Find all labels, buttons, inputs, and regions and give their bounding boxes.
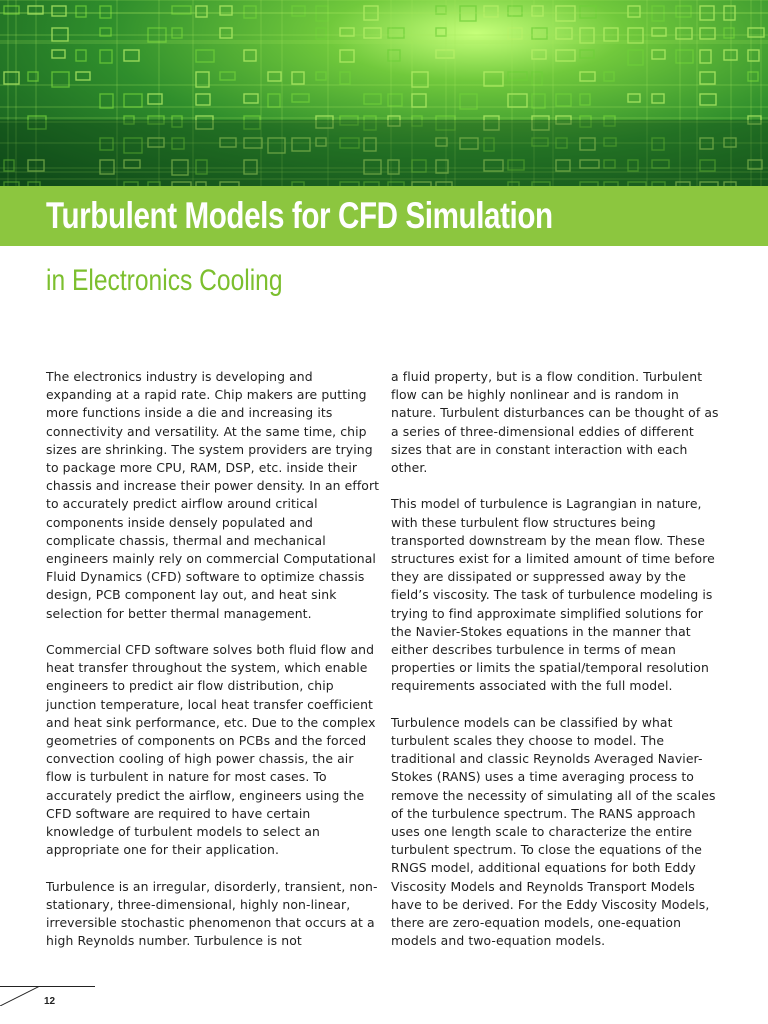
paragraph: This model of turbulence is Lagrangian in nature, with these turbulent flow structures being transported downstream by the mean flow. These structures exist for a limited amount of time before they are dissipated or suppressed away by the field’s viscosity. The task of turbulence modeling is trying to find approximate simplified solutions for the Navier-Stokes equations in the manner that either describes turbulence in terms of mean properties or limits the spatial/temporal resolution requirements associated with the full model. [391, 496, 715, 694]
circuit-trace [700, 94, 716, 105]
paragraph: a fluid property, but is a flow condition. Turbulent flow can be highly nonlinear and is random in nature. Turbulent disturbances can be thought of as a series of three-dimensional eddies of different sizes that are in constant interaction with each other. [391, 369, 719, 476]
circuit-trace [244, 50, 256, 61]
circuit-trace [100, 50, 112, 63]
article-title: Turbulent Models for CFD Simulation [46, 195, 553, 236]
article-subtitle: in Electronics Cooling [46, 264, 283, 297]
circuit-trace [388, 28, 404, 38]
circuit-trace [52, 50, 65, 58]
circuit-trace [748, 72, 758, 81]
circuit-trace [172, 28, 182, 38]
circuit-board-illustration [0, 0, 768, 186]
circuit-trace [508, 94, 527, 107]
circuit-trace [652, 50, 665, 59]
circuit-trace [220, 72, 235, 80]
circuit-trace [52, 6, 66, 16]
circuit-trace [436, 50, 454, 58]
circuit-trace [412, 94, 426, 107]
circuit-trace [244, 94, 258, 103]
circuit-trace [100, 94, 113, 108]
circuit-trace [676, 50, 693, 63]
paragraph: Turbulence models can be classified by what turbulent scales they choose to model. The traditional and classic Reynolds Averaged Navier-Stokes (RANS) uses a time averaging process to remove the necessity of simulating all of the scales of the turbulence spectrum. The RANS approach uses one length scale to characterize the entire turbulent spectrum. To close the equations of the RNGS model, additional equations for both Eddy Viscosity Models and Reynolds Transport Models have to be derived. For the Eddy Viscosity Models, there are zero-equation models, one-equation models and two-equation models. [391, 714, 716, 949]
page-number: 12 [44, 996, 56, 1007]
circuit-trace [508, 72, 527, 80]
circuit-trace [580, 72, 595, 81]
circuit-trace [196, 6, 207, 17]
circuit-trace [724, 28, 734, 38]
circuit-trace [580, 6, 596, 18]
circuit-trace [700, 28, 715, 39]
banner-shade [0, 120, 768, 186]
circuit-trace [220, 6, 232, 15]
circuit-board-banner-image [0, 0, 768, 186]
circuit-trace [676, 28, 692, 39]
circuit-trace [748, 28, 764, 37]
right-text-column [391, 368, 721, 950]
circuit-trace [676, 6, 691, 17]
circuit-trace [748, 50, 759, 61]
circuit-trace [340, 50, 354, 62]
paragraph: The electronics industry is developing and expanding at a rapid rate. Chip makers are putting more functions inside a die and increasing its connectivity and versatility. At the same time, chip sizes are shrinking. The system providers are trying to package more CPU, RAM, DSP, etc. inside their chassis and increase their power density. In an effort to accurately predict airflow around critical components inside densely populated and complicate chassis, thermal and mechanical engineers mainly rely on commercial Computational Fluid Dynamics (CFD) software to optimize chassis design, PCB component lay out, and heat sink selection for better thermal management. [46, 369, 380, 621]
circuit-trace [76, 50, 86, 61]
circuit-trace [364, 28, 381, 38]
circuit-trace [508, 28, 522, 39]
circuit-trace [148, 94, 162, 104]
circuit-trace [700, 72, 715, 84]
paragraph: Commercial CFD software solves both fluid flow and heat transfer throughout the system, which enable engineers to predict air flow distribution, chip junction temperature, local heat transfer coefficient and heat sink performance, etc. Due to the complex geometries of components on PCBs and the forced convection cooling of high power chassis, the air flow is turbulent in nature for most cases. To accurately predict the airflow, engineers using the CFD software are required to have certain knowledge of turbulent models to select an appropriate one for their application. [46, 642, 376, 858]
circuit-trace [484, 6, 498, 17]
circuit-trace [124, 94, 142, 107]
circuit-trace [196, 50, 214, 62]
circuit-trace [196, 94, 210, 105]
circuit-trace [508, 6, 522, 16]
circuit-trace [244, 6, 256, 18]
circuit-trace [556, 94, 571, 106]
footer-slash-decoration [0, 986, 40, 1006]
circuit-trace [388, 50, 400, 61]
circuit-trace [4, 72, 19, 84]
circuit-trace [340, 72, 350, 84]
circuit-trace [76, 72, 90, 80]
circuit-trace [220, 28, 232, 38]
left-text-column [46, 368, 382, 950]
circuit-trace [556, 28, 572, 39]
circuit-trace [628, 50, 643, 65]
circuit-trace [268, 94, 280, 107]
circuit-trace [628, 94, 640, 102]
circuit-trace [124, 50, 139, 61]
circuit-trace [652, 94, 664, 103]
circuit-trace [484, 72, 503, 86]
circuit-trace [580, 94, 590, 105]
circuit-trace [580, 50, 594, 58]
circuit-trace [268, 72, 281, 81]
circuit-trace [292, 6, 305, 16]
circuit-trace [388, 94, 402, 106]
circuit-trace [316, 72, 326, 80]
paragraph: Turbulence is an irregular, disorderly, transient, non-stationary, three-dimensional, highly non-linear, irreversible stochastic phenomenon that occurs at a high Reynolds number. Turbulence is not [46, 878, 378, 949]
circuit-trace [604, 72, 614, 81]
circuit-trace [556, 50, 575, 61]
circuit-trace [292, 94, 309, 102]
circuit-trace [364, 94, 381, 104]
circuit-trace [100, 6, 111, 18]
circuit-trace [292, 72, 304, 84]
circuit-trace [76, 6, 86, 17]
circuit-trace [316, 28, 326, 39]
circuit-trace [700, 50, 711, 63]
circuit-trace [628, 6, 640, 17]
